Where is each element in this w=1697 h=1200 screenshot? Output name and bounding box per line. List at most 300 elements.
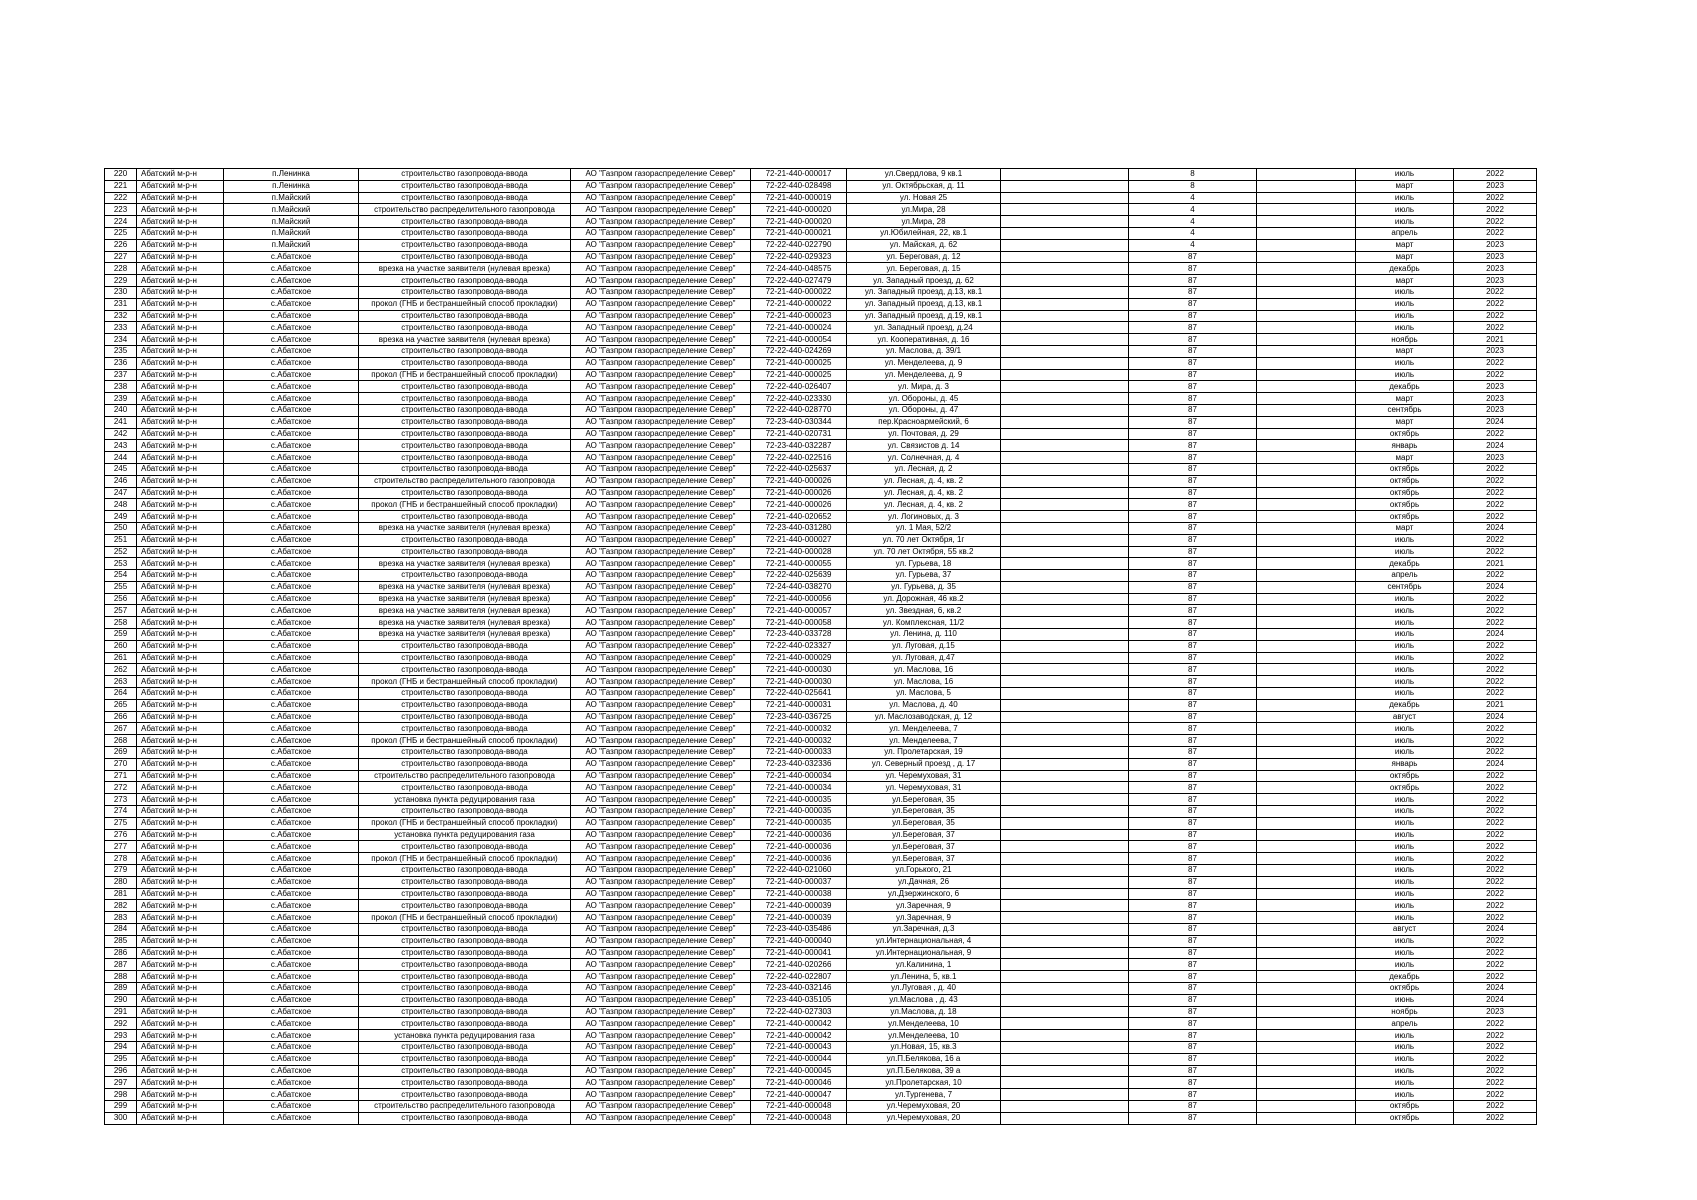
table-row: [105, 664, 1537, 676]
district-cell: Абатский м-р-н: [137, 959, 224, 971]
district-cell: Абатский м-р-н: [137, 747, 224, 759]
work-type-cell: прокол (ГНБ и бестраншейный способ прокладки): [359, 298, 571, 310]
empty-cell: [1257, 180, 1356, 192]
address-cell: ул. Маслозаводская, д. 12: [847, 711, 1001, 723]
number-cell: 87: [1129, 345, 1257, 357]
month-cell: июль: [1356, 1077, 1454, 1089]
number-cell: 4: [1129, 204, 1257, 216]
row-number-cell: 228: [105, 263, 137, 275]
empty-cell: [1257, 239, 1356, 251]
empty-cell: [1257, 570, 1356, 582]
empty-cell: [1001, 664, 1129, 676]
row-number-cell: 292: [105, 1018, 137, 1030]
row-number-cell: 222: [105, 192, 137, 204]
settlement-cell: с.Абатское: [224, 581, 359, 593]
code-cell: 72-21-440-000045: [751, 1065, 847, 1077]
row-number-cell: 272: [105, 782, 137, 794]
address-cell: ул.Береговая, 37: [847, 841, 1001, 853]
empty-cell: [1257, 251, 1356, 263]
district-cell: Абатский м-р-н: [137, 169, 224, 181]
row-number-cell: 263: [105, 676, 137, 688]
year-cell: 2022: [1454, 1100, 1537, 1112]
district-cell: Абатский м-р-н: [137, 605, 224, 617]
empty-cell: [1001, 263, 1129, 275]
work-type-cell: строительство газопровода-ввода: [359, 924, 571, 936]
work-type-cell: строительство газопровода-ввода: [359, 275, 571, 287]
year-cell: 2022: [1454, 192, 1537, 204]
empty-cell: [1001, 912, 1129, 924]
month-cell: март: [1356, 452, 1454, 464]
month-cell: июль: [1356, 216, 1454, 228]
organization-cell: АО "Газпром газораспределение Север": [571, 463, 751, 475]
settlement-cell: с.Абатское: [224, 428, 359, 440]
work-type-cell: строительство газопровода-ввода: [359, 416, 571, 428]
month-cell: сентябрь: [1356, 404, 1454, 416]
work-type-cell: строительство газопровода-ввода: [359, 393, 571, 405]
organization-cell: АО "Газпром газораспределение Север": [571, 546, 751, 558]
address-cell: ул. Логиновых, д. 3: [847, 511, 1001, 523]
settlement-cell: с.Абатское: [224, 652, 359, 664]
district-cell: Абатский м-р-н: [137, 688, 224, 700]
year-cell: 2022: [1454, 357, 1537, 369]
empty-cell: [1001, 428, 1129, 440]
month-cell: июль: [1356, 806, 1454, 818]
organization-cell: АО "Газпром газораспределение Север": [571, 286, 751, 298]
year-cell: 2024: [1454, 416, 1537, 428]
year-cell: 2023: [1454, 345, 1537, 357]
table-row: [105, 558, 1537, 570]
settlement-cell: с.Абатское: [224, 853, 359, 865]
month-cell: декабрь: [1356, 381, 1454, 393]
year-cell: 2023: [1454, 180, 1537, 192]
table-row: [105, 959, 1537, 971]
month-cell: январь: [1356, 758, 1454, 770]
organization-cell: АО "Газпром газораспределение Север": [571, 1077, 751, 1089]
work-type-cell: строительство газопровода-ввода: [359, 947, 571, 959]
empty-cell: [1001, 463, 1129, 475]
row-number-cell: 253: [105, 558, 137, 570]
district-cell: Абатский м-р-н: [137, 216, 224, 228]
code-cell: 72-21-440-000048: [751, 1112, 847, 1124]
organization-cell: АО "Газпром газораспределение Север": [571, 652, 751, 664]
settlement-cell: с.Абатское: [224, 688, 359, 700]
row-number-cell: 294: [105, 1041, 137, 1053]
number-cell: 87: [1129, 1018, 1257, 1030]
address-cell: ул.Береговая, 35: [847, 817, 1001, 829]
code-cell: 72-21-440-000042: [751, 1018, 847, 1030]
empty-cell: [1257, 369, 1356, 381]
empty-cell: [1257, 393, 1356, 405]
work-type-cell: строительство газопровода-ввода: [359, 452, 571, 464]
row-number-cell: 232: [105, 310, 137, 322]
month-cell: декабрь: [1356, 263, 1454, 275]
work-type-cell: строительство газопровода-ввода: [359, 227, 571, 239]
table-row: [105, 581, 1537, 593]
district-cell: Абатский м-р-н: [137, 452, 224, 464]
code-cell: 72-21-440-000022: [751, 298, 847, 310]
table-row: [105, 499, 1537, 511]
empty-cell: [1257, 227, 1356, 239]
organization-cell: АО "Газпром газораспределение Север": [571, 699, 751, 711]
settlement-cell: с.Абатское: [224, 735, 359, 747]
table-row: [105, 369, 1537, 381]
district-cell: Абатский м-р-н: [137, 1041, 224, 1053]
month-cell: июль: [1356, 286, 1454, 298]
number-cell: 4: [1129, 216, 1257, 228]
row-number-cell: 260: [105, 640, 137, 652]
year-cell: 2022: [1454, 605, 1537, 617]
organization-cell: АО "Газпром газораспределение Север": [571, 192, 751, 204]
code-cell: 72-21-440-000046: [751, 1077, 847, 1089]
organization-cell: АО "Газпром газораспределение Север": [571, 794, 751, 806]
month-cell: июль: [1356, 959, 1454, 971]
empty-cell: [1257, 865, 1356, 877]
district-cell: Абатский м-р-н: [137, 534, 224, 546]
empty-cell: [1001, 298, 1129, 310]
work-type-cell: врезка на участке заявителя (нулевая врезка): [359, 334, 571, 346]
row-number-cell: 277: [105, 841, 137, 853]
work-type-cell: установка пункта редуцирования газа: [359, 1030, 571, 1042]
month-cell: ноябрь: [1356, 1006, 1454, 1018]
table-row: [105, 888, 1537, 900]
row-number-cell: 257: [105, 605, 137, 617]
empty-cell: [1001, 310, 1129, 322]
organization-cell: АО "Газпром газораспределение Север": [571, 452, 751, 464]
settlement-cell: с.Абатское: [224, 876, 359, 888]
work-type-cell: прокол (ГНБ и бестраншейный способ прокладки): [359, 912, 571, 924]
number-cell: 87: [1129, 605, 1257, 617]
district-cell: Абатский м-р-н: [137, 935, 224, 947]
code-cell: 72-21-440-000026: [751, 499, 847, 511]
organization-cell: АО "Газпром газораспределение Север": [571, 169, 751, 181]
settlement-cell: с.Абатское: [224, 511, 359, 523]
address-cell: ул. 70 лет Октября, 55 кв.2: [847, 546, 1001, 558]
empty-cell: [1257, 263, 1356, 275]
address-cell: ул.Маслова , д. 43: [847, 994, 1001, 1006]
work-type-cell: строительство газопровода-ввода: [359, 982, 571, 994]
district-cell: Абатский м-р-н: [137, 912, 224, 924]
year-cell: 2022: [1454, 900, 1537, 912]
address-cell: ул. Западный проезд, д. 62: [847, 275, 1001, 287]
row-number-cell: 286: [105, 947, 137, 959]
table-row: [105, 570, 1537, 582]
empty-cell: [1257, 428, 1356, 440]
empty-cell: [1001, 251, 1129, 263]
number-cell: 87: [1129, 381, 1257, 393]
code-cell: 72-21-440-000035: [751, 806, 847, 818]
organization-cell: АО "Газпром газораспределение Север": [571, 876, 751, 888]
empty-cell: [1001, 534, 1129, 546]
number-cell: 87: [1129, 428, 1257, 440]
organization-cell: АО "Газпром газораспределение Север": [571, 664, 751, 676]
month-cell: июль: [1356, 935, 1454, 947]
empty-cell: [1001, 487, 1129, 499]
organization-cell: АО "Газпром газораспределение Север": [571, 640, 751, 652]
table-row: [105, 192, 1537, 204]
district-cell: Абатский м-р-н: [137, 416, 224, 428]
number-cell: 87: [1129, 735, 1257, 747]
settlement-cell: с.Абатское: [224, 357, 359, 369]
address-cell: ул.Калинина, 1: [847, 959, 1001, 971]
address-cell: ул. Гурьева, 37: [847, 570, 1001, 582]
empty-cell: [1001, 947, 1129, 959]
empty-cell: [1257, 1065, 1356, 1077]
number-cell: 87: [1129, 841, 1257, 853]
work-type-cell: строительство газопровода-ввода: [359, 806, 571, 818]
empty-cell: [1001, 1112, 1129, 1124]
empty-cell: [1001, 357, 1129, 369]
empty-cell: [1001, 345, 1129, 357]
work-type-cell: врезка на участке заявителя (нулевая врезка): [359, 558, 571, 570]
row-number-cell: 278: [105, 853, 137, 865]
row-number-cell: 283: [105, 912, 137, 924]
address-cell: ул. Обороны, д. 47: [847, 404, 1001, 416]
settlement-cell: с.Абатское: [224, 534, 359, 546]
row-number-cell: 256: [105, 593, 137, 605]
settlement-cell: с.Абатское: [224, 1077, 359, 1089]
empty-cell: [1001, 169, 1129, 181]
number-cell: 87: [1129, 747, 1257, 759]
settlement-cell: с.Абатское: [224, 699, 359, 711]
settlement-cell: с.Абатское: [224, 1089, 359, 1101]
month-cell: июль: [1356, 876, 1454, 888]
address-cell: ул. Менделеева, д. 9: [847, 369, 1001, 381]
empty-cell: [1257, 629, 1356, 641]
table-row: [105, 935, 1537, 947]
empty-cell: [1001, 369, 1129, 381]
code-cell: 72-22-440-022516: [751, 452, 847, 464]
address-cell: ул. Пролетарская, 19: [847, 747, 1001, 759]
row-number-cell: 227: [105, 251, 137, 263]
row-number-cell: 290: [105, 994, 137, 1006]
row-number-cell: 221: [105, 180, 137, 192]
table-row: [105, 286, 1537, 298]
empty-cell: [1257, 404, 1356, 416]
work-type-cell: врезка на участке заявителя (нулевая врезка): [359, 605, 571, 617]
settlement-cell: с.Абатское: [224, 369, 359, 381]
settlement-cell: с.Абатское: [224, 994, 359, 1006]
work-type-cell: строительство газопровода-ввода: [359, 758, 571, 770]
table-row: [105, 794, 1537, 806]
address-cell: пер.Красноармейский, 6: [847, 416, 1001, 428]
month-cell: октябрь: [1356, 1112, 1454, 1124]
empty-cell: [1257, 298, 1356, 310]
table-row: [105, 1077, 1537, 1089]
district-cell: Абатский м-р-н: [137, 971, 224, 983]
organization-cell: АО "Газпром газораспределение Север": [571, 723, 751, 735]
month-cell: июнь: [1356, 994, 1454, 1006]
empty-cell: [1257, 758, 1356, 770]
address-cell: ул. Луговая, д.47: [847, 652, 1001, 664]
table-row: [105, 475, 1537, 487]
address-cell: ул. Западный проезд, д.19, кв.1: [847, 310, 1001, 322]
table-row: [105, 711, 1537, 723]
organization-cell: АО "Газпром газораспределение Север": [571, 1006, 751, 1018]
table-row: [105, 688, 1537, 700]
row-number-cell: 270: [105, 758, 137, 770]
work-type-cell: прокол (ГНБ и бестраншейный способ прокладки): [359, 676, 571, 688]
number-cell: 87: [1129, 617, 1257, 629]
settlement-cell: с.Абатское: [224, 1100, 359, 1112]
settlement-cell: с.Абатское: [224, 817, 359, 829]
empty-cell: [1257, 924, 1356, 936]
row-number-cell: 252: [105, 546, 137, 558]
empty-cell: [1257, 782, 1356, 794]
settlement-cell: с.Абатское: [224, 629, 359, 641]
table-row: [105, 1018, 1537, 1030]
empty-cell: [1001, 227, 1129, 239]
work-type-cell: строительство газопровода-ввода: [359, 440, 571, 452]
year-cell: 2024: [1454, 758, 1537, 770]
year-cell: 2022: [1454, 1077, 1537, 1089]
work-type-cell: строительство газопровода-ввода: [359, 699, 571, 711]
table-row: [105, 227, 1537, 239]
organization-cell: АО "Газпром газораспределение Север": [571, 310, 751, 322]
district-cell: Абатский м-р-н: [137, 404, 224, 416]
organization-cell: АО "Газпром газораспределение Север": [571, 1112, 751, 1124]
number-cell: 87: [1129, 1077, 1257, 1089]
month-cell: июль: [1356, 817, 1454, 829]
address-cell: ул. Западный проезд, д.13, кв.1: [847, 298, 1001, 310]
organization-cell: АО "Газпром газораспределение Север": [571, 511, 751, 523]
work-type-cell: строительство газопровода-ввода: [359, 1041, 571, 1053]
organization-cell: АО "Газпром газораспределение Север": [571, 1089, 751, 1101]
empty-cell: [1001, 239, 1129, 251]
district-cell: Абатский м-р-н: [137, 499, 224, 511]
settlement-cell: п.Майский: [224, 227, 359, 239]
district-cell: Абатский м-р-н: [137, 617, 224, 629]
year-cell: 2022: [1454, 935, 1537, 947]
settlement-cell: с.Абатское: [224, 794, 359, 806]
number-cell: 87: [1129, 581, 1257, 593]
empty-cell: [1001, 747, 1129, 759]
empty-cell: [1001, 900, 1129, 912]
row-number-cell: 247: [105, 487, 137, 499]
row-number-cell: 230: [105, 286, 137, 298]
row-number-cell: 298: [105, 1089, 137, 1101]
code-cell: 72-21-440-000037: [751, 876, 847, 888]
number-cell: 87: [1129, 1100, 1257, 1112]
settlement-cell: с.Абатское: [224, 1053, 359, 1065]
empty-cell: [1257, 1112, 1356, 1124]
settlement-cell: с.Абатское: [224, 334, 359, 346]
district-cell: Абатский м-р-н: [137, 865, 224, 877]
organization-cell: АО "Газпром газораспределение Север": [571, 1018, 751, 1030]
month-cell: июль: [1356, 652, 1454, 664]
year-cell: 2023: [1454, 263, 1537, 275]
row-number-cell: 266: [105, 711, 137, 723]
month-cell: март: [1356, 416, 1454, 428]
work-type-cell: врезка на участке заявителя (нулевая врезка): [359, 263, 571, 275]
code-cell: 72-23-440-030344: [751, 416, 847, 428]
address-cell: ул.Тургенева, 7: [847, 1089, 1001, 1101]
number-cell: 87: [1129, 570, 1257, 582]
number-cell: 87: [1129, 463, 1257, 475]
year-cell: 2022: [1454, 794, 1537, 806]
organization-cell: АО "Газпром газораспределение Север": [571, 782, 751, 794]
empty-cell: [1257, 558, 1356, 570]
organization-cell: АО "Газпром газораспределение Север": [571, 393, 751, 405]
address-cell: ул. Гурьева, 18: [847, 558, 1001, 570]
table-row: [105, 971, 1537, 983]
organization-cell: АО "Газпром газораспределение Север": [571, 499, 751, 511]
table-row: [105, 534, 1537, 546]
empty-cell: [1001, 180, 1129, 192]
table-row: [105, 982, 1537, 994]
number-cell: 87: [1129, 947, 1257, 959]
year-cell: 2024: [1454, 522, 1537, 534]
table-row: [105, 298, 1537, 310]
district-cell: Абатский м-р-н: [137, 546, 224, 558]
empty-cell: [1257, 1077, 1356, 1089]
year-cell: 2022: [1454, 829, 1537, 841]
month-cell: август: [1356, 924, 1454, 936]
row-number-cell: 261: [105, 652, 137, 664]
row-number-cell: 258: [105, 617, 137, 629]
address-cell: ул. Береговая, д. 12: [847, 251, 1001, 263]
organization-cell: АО "Газпром газораспределение Север": [571, 1053, 751, 1065]
address-cell: ул.Береговая, 35: [847, 806, 1001, 818]
empty-cell: [1257, 1018, 1356, 1030]
empty-cell: [1001, 511, 1129, 523]
work-type-cell: строительство газопровода-ввода: [359, 546, 571, 558]
empty-cell: [1001, 924, 1129, 936]
settlement-cell: с.Абатское: [224, 286, 359, 298]
year-cell: 2022: [1454, 688, 1537, 700]
address-cell: ул.Дзержинского, 6: [847, 888, 1001, 900]
month-cell: июль: [1356, 747, 1454, 759]
row-number-cell: 234: [105, 334, 137, 346]
address-cell: ул. Лесная, д. 4, кв. 2: [847, 487, 1001, 499]
empty-cell: [1257, 1100, 1356, 1112]
empty-cell: [1257, 912, 1356, 924]
table-row: [105, 723, 1537, 735]
month-cell: март: [1356, 393, 1454, 405]
row-number-cell: 282: [105, 900, 137, 912]
row-number-cell: 233: [105, 322, 137, 334]
row-number-cell: 267: [105, 723, 137, 735]
number-cell: 87: [1129, 334, 1257, 346]
address-cell: ул.Береговая, 37: [847, 829, 1001, 841]
number-cell: 87: [1129, 263, 1257, 275]
code-cell: 72-21-440-000044: [751, 1053, 847, 1065]
year-cell: 2023: [1454, 251, 1537, 263]
table-row: [105, 393, 1537, 405]
work-type-cell: строительство газопровода-ввода: [359, 664, 571, 676]
table-row: [105, 216, 1537, 228]
district-cell: Абатский м-р-н: [137, 298, 224, 310]
month-cell: июль: [1356, 900, 1454, 912]
organization-cell: АО "Газпром газораспределение Север": [571, 275, 751, 287]
table-body: [105, 169, 1537, 1125]
row-number-cell: 269: [105, 747, 137, 759]
empty-cell: [1257, 841, 1356, 853]
organization-cell: АО "Газпром газораспределение Север": [571, 688, 751, 700]
number-cell: 87: [1129, 806, 1257, 818]
work-type-cell: строительство газопровода-ввода: [359, 640, 571, 652]
table-row: [105, 1089, 1537, 1101]
empty-cell: [1001, 770, 1129, 782]
settlement-cell: с.Абатское: [224, 275, 359, 287]
organization-cell: АО "Газпром газораспределение Север": [571, 216, 751, 228]
year-cell: 2022: [1454, 865, 1537, 877]
organization-cell: АО "Газпром газораспределение Север": [571, 558, 751, 570]
table-row: [105, 735, 1537, 747]
code-cell: 72-21-440-000031: [751, 699, 847, 711]
work-type-cell: строительство газопровода-ввода: [359, 971, 571, 983]
organization-cell: АО "Газпром газораспределение Север": [571, 1065, 751, 1077]
settlement-cell: с.Абатское: [224, 416, 359, 428]
